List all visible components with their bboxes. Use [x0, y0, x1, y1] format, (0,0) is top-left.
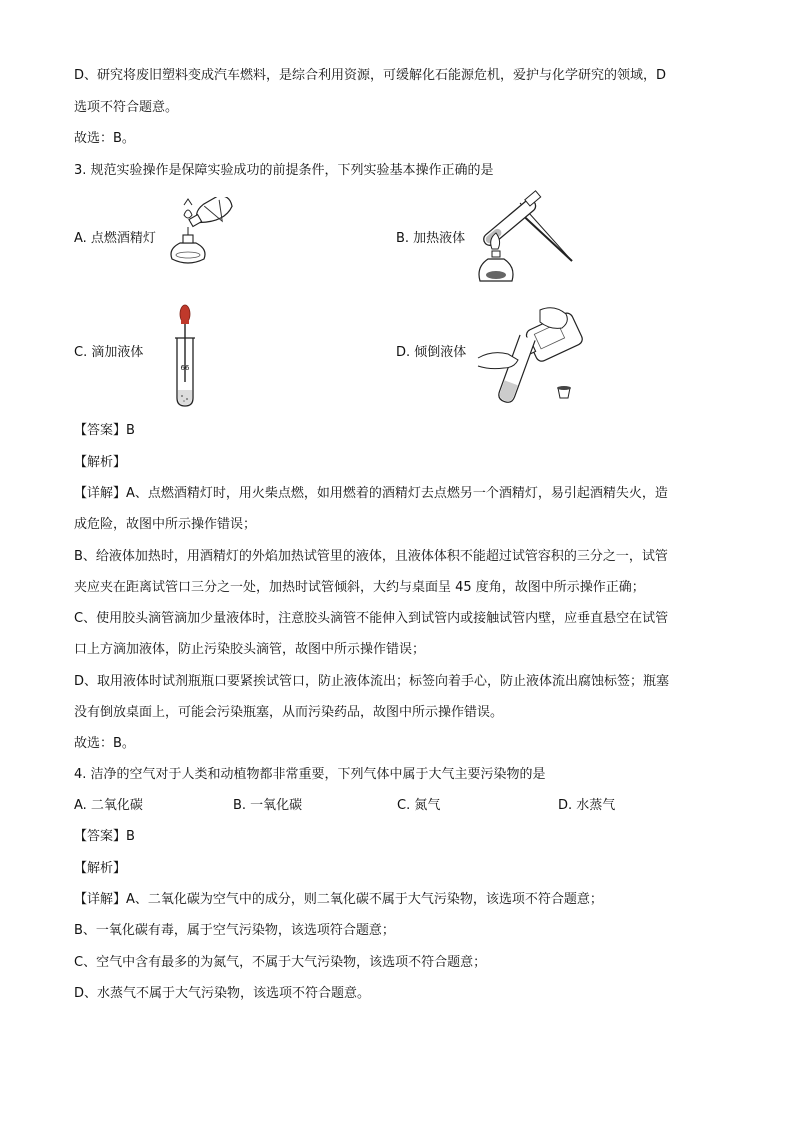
q3-detail-line: D、取用液体时试剂瓶瓶口要紧挨试管口，防止液体流出；标签向着手心，防止液体流出腐蚀标签；瓶塞 — [74, 674, 670, 689]
q3-option-d: D. 倾倒液体 — [396, 345, 467, 360]
q3-option-b: B. 加热液体 — [396, 231, 466, 246]
q3-option-a: A. 点燃酒精灯 — [74, 231, 156, 246]
q4-detail-line: D、水蒸气不属于大气污染物，该选项不符合题意。 — [74, 986, 371, 1001]
q4-detail-line: C、空气中含有最多的为氮气，不属于大气污染物，该选项不符合题意； — [74, 955, 487, 970]
q3-detail-line: 没有倒放桌面上，可能会污染瓶塞，从而污染药品，故图中所示操作错误。 — [74, 705, 504, 720]
prev-option-d-line1: D、研究将废旧塑料变成汽车燃料，是综合利用资源，可缓解化石能源危机，爱护与化学研究的领域，D — [74, 68, 667, 83]
q3-stem: 3. 规范实验操作是保障实验成功的前提条件，下列实验基本操作正确的是 — [74, 163, 494, 178]
figure-b-heating-liquid — [472, 189, 576, 287]
q3-detail-line: 口上方滴加液体，防止污染胶头滴管，故图中所示操作错误； — [74, 642, 426, 657]
q3-detail-line: C、使用胶头滴管滴加少量液体时，注意胶头滴管不能伸入到试管内或接触试管内壁，应垂直悬空在试管 — [74, 611, 669, 626]
q4-detail-line: 【详解】A、二氧化碳为空气中的成分，则二氧化碳不属于大气污染物，该选项不符合题意； — [74, 892, 603, 907]
figure-c-dropper — [170, 302, 200, 410]
dropper-mark: 66 — [180, 364, 190, 372]
q4-option-a: A. 二氧化碳 — [74, 798, 143, 813]
figure-d-pouring-liquid — [474, 304, 586, 406]
q3-option-c: C. 滴加液体 — [74, 345, 144, 360]
q4-stem: 4. 洁净的空气对于人类和动植物都非常重要，下列气体中属于大气主要污染物的是 — [74, 767, 546, 782]
q4-option-d: D. 水蒸气 — [558, 798, 616, 813]
q3-detail-line: B、给液体加热时，用酒精灯的外焰加热试管里的液体，且液体体积不能超过试管容积的三分之一，试管 — [74, 549, 668, 564]
prev-pick: 故选：B。 — [74, 131, 135, 146]
prev-option-d-line2: 选项不符合题意。 — [74, 100, 179, 115]
q4-analysis-heading: 【解析】 — [74, 861, 127, 876]
q4-detail-line: B、一氧化碳有毒，属于空气污染物，该选项符合题意； — [74, 923, 395, 938]
q4-answer: 【答案】B — [74, 829, 135, 844]
figure-a-lighting-lamp — [162, 197, 244, 273]
q3-detail-line: 成危险，故图中所示操作错误； — [74, 517, 257, 532]
q3-detail-line: 【详解】A、点燃酒精灯时，用火柴点燃，如用燃着的酒精灯去点燃另一个酒精灯，易引起酒精失火，造 — [74, 486, 668, 501]
q4-option-c: C. 氮气 — [397, 798, 441, 813]
q3-analysis-heading: 【解析】 — [74, 455, 127, 470]
q4-option-b: B. 一氧化碳 — [233, 798, 303, 813]
q3-detail-line: 夹应夹在距离试管口三分之一处，加热时试管倾斜，大约与桌面呈 45 度角，故图中所示操作正确； — [74, 580, 645, 595]
q3-pick: 故选：B。 — [74, 736, 135, 751]
q3-answer: 【答案】B — [74, 423, 135, 438]
